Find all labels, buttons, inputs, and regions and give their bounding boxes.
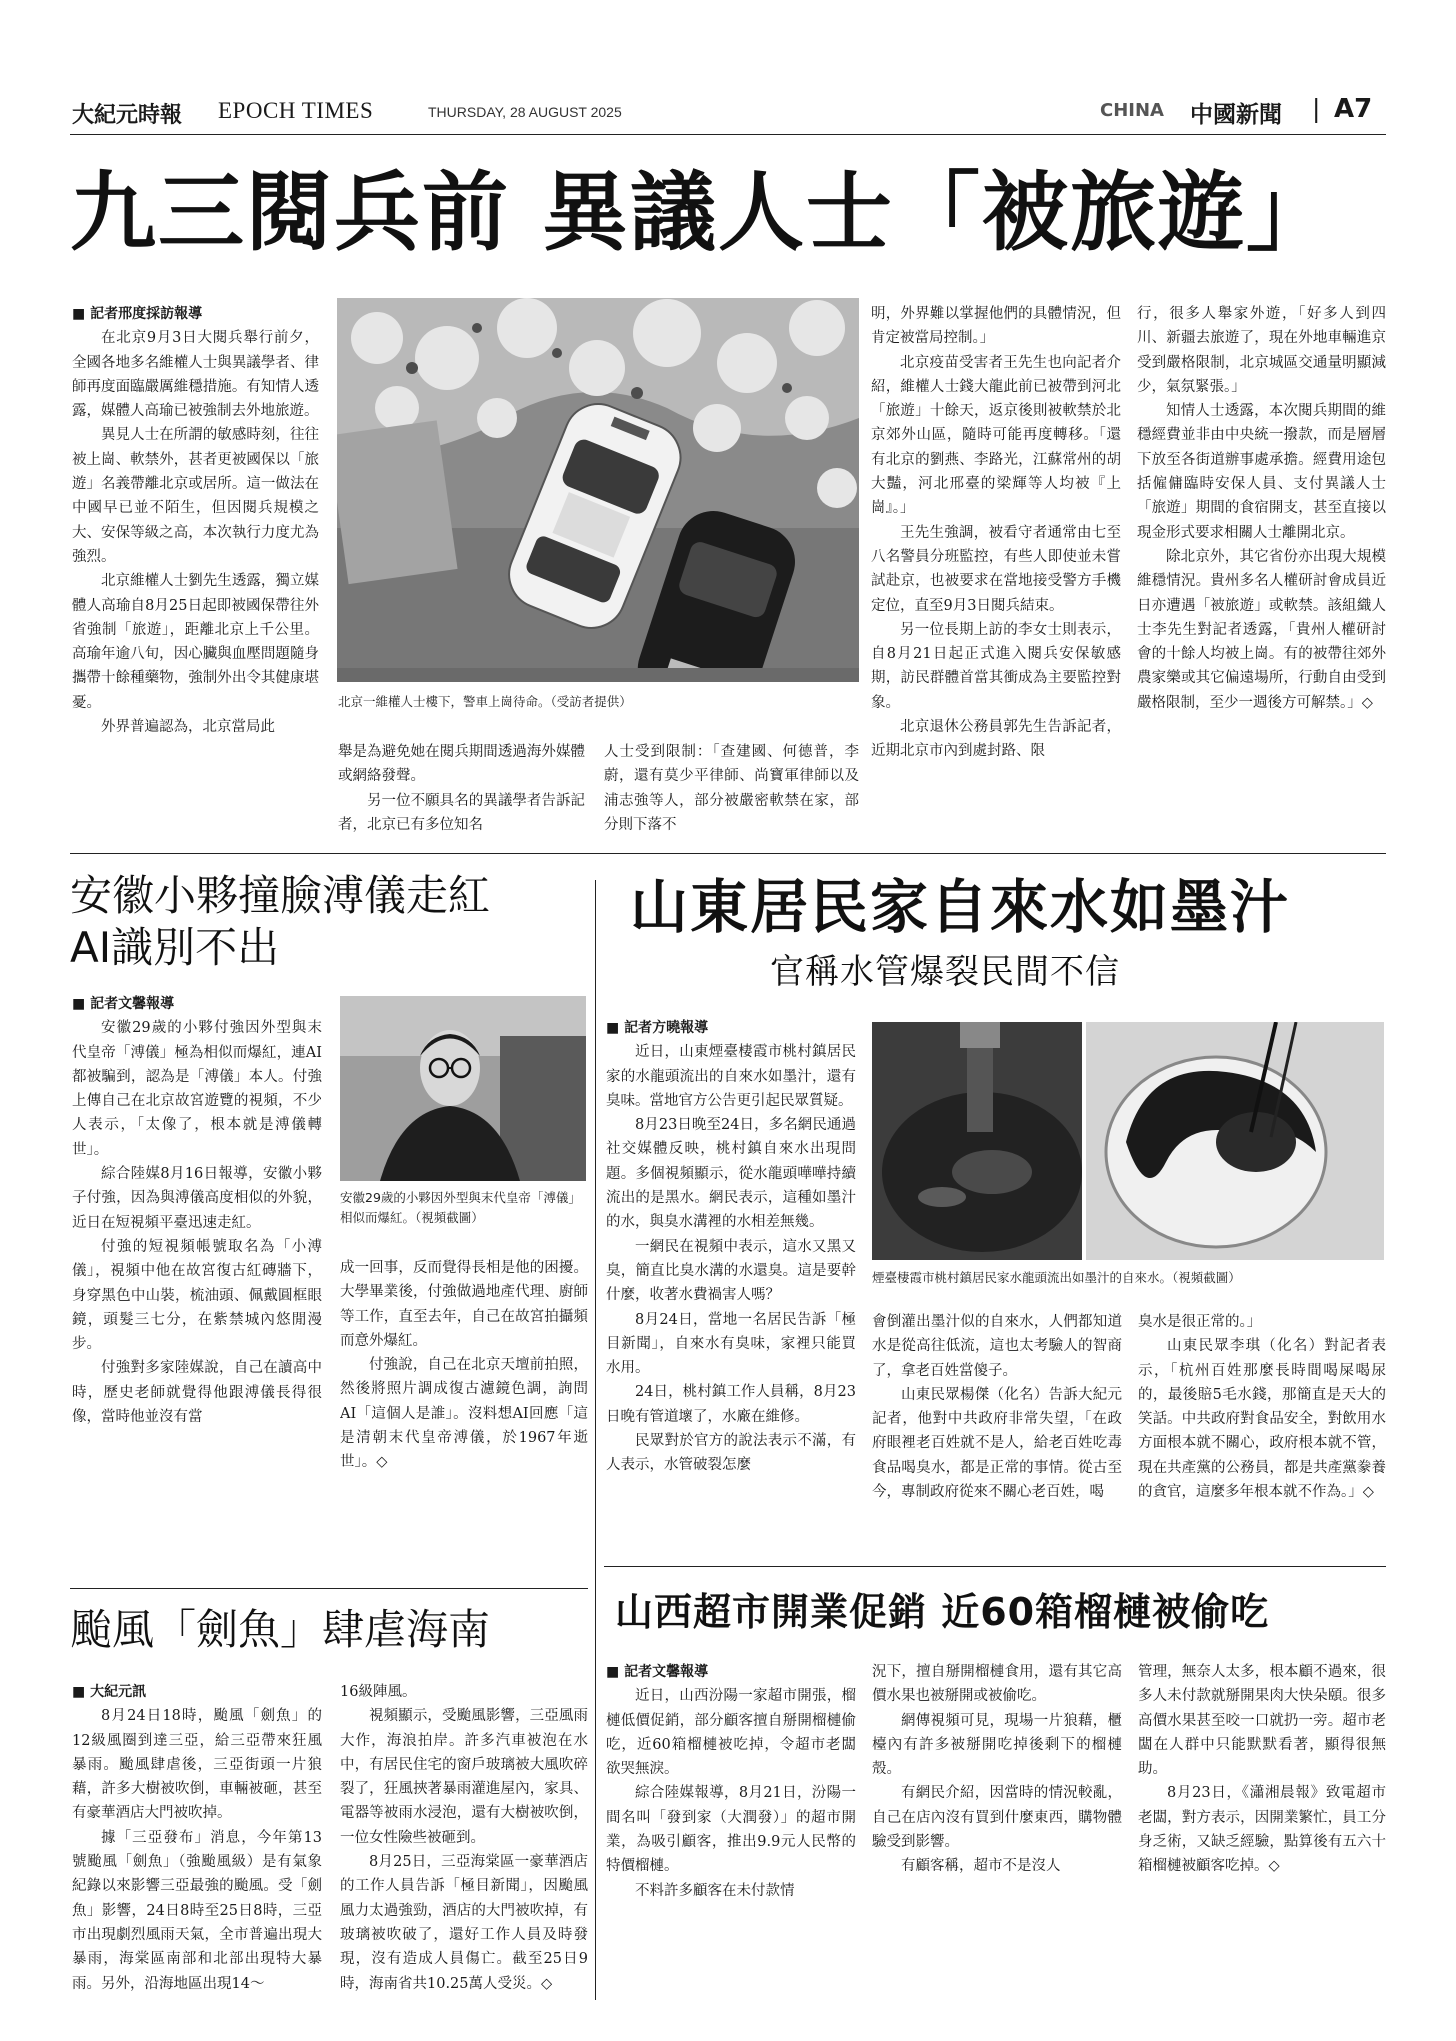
typhoon-column-1: [72, 1680, 322, 2005]
water-subheadline: 官稱水管爆裂民間不信: [770, 952, 1120, 992]
water-headline: 山東居民家自來水如墨汁: [630, 873, 1291, 941]
lead-headline: 九三閱兵前 異議人士「被旅遊」: [70, 162, 1334, 263]
byline: ■ 大紀元訊: [72, 1684, 147, 1700]
black-water-sink-photo: [1086, 1022, 1384, 1260]
water-column-3: [1138, 1310, 1386, 1556]
issue-date: THURSDAY, 28 AUGUST 2025: [428, 104, 622, 120]
lead-photo: [337, 298, 859, 682]
paragraph-continued: 16級陣風。: [340, 1684, 417, 1700]
water-photo-right: [1086, 1022, 1384, 1260]
paragraph: 山東民眾楊傑（化名）告訴大紀元記者，他對中共政府非常失望，「在政府眼裡老百姓就不是人，給老百姓吃毒食品喝臭水，都是正常的事情。從古至今，專制政府從來不關心老百姓，喝: [872, 1386, 1122, 1501]
paragraph: 近日，山東煙臺棲霞市桃村鎮居民家的水龍頭流出的自來水如墨汁，還有臭味。當地官方公告更引起民眾質疑。: [606, 1044, 856, 1109]
paragraph: 北京維權人士劉先生透露，獨立媒體人高瑜自8月25日起即被國保帶往外省強制「旅遊」，距離北京上千公里。高瑜年逾八旬，因心臟與血壓問題隨身攜帶十餘種藥物，強制外出令其健康堪憂。: [72, 573, 319, 711]
paragraph: 安徽29歲的小夥付強因外型與末代皇帝「溥儀」極為相似而爆紅，連AI都被騙到，認為是「溥儀」本人。付強上傳自己在北京故宮遊覽的視頻，不少人表示，「太像了，根本就是溥儀轉世」。: [72, 1020, 322, 1158]
byline: ■ 記者方曉報導: [606, 1020, 709, 1036]
paragraph: 有顧客稱，超市不是沒人: [901, 1858, 1061, 1875]
black-tap-water-photo: [872, 1022, 1082, 1260]
water-bottom-rule: [604, 1566, 1386, 1567]
paragraph: 視頻顯示，受颱風影響，三亞風雨大作，海浪拍岸。許多汽車被泡在水中，有居民住宅的窗戶玻璃被大風吹碎裂了，狂風挾著暴雨灌進屋內，家具、電器等被雨水浸泡，還有大樹被吹倒，一位女性險些被砸到。: [340, 1708, 588, 1846]
paragraph-continued: 況下，擅自掰開榴槤食用，還有其它高價水果也被掰開或被偷吃。: [872, 1664, 1122, 1705]
column-divider-vertical: [595, 880, 596, 2000]
paragraph-continued: 成一回事，反而覺得長相是他的困擾。大學畢業後，付強做過地產代理、廚師等工作，直至去年，自己在故宮拍攝頻而意外爆紅。: [340, 1260, 588, 1349]
paragraph: 24日，桃村鎮工作人員稱，8月23日晚有管道壞了，水廠在維修。: [606, 1384, 856, 1425]
durian-column-2: [872, 1660, 1122, 2005]
byline: ■ 記者邢度採訪報導: [72, 306, 203, 322]
masthead-rule: [70, 134, 1386, 135]
byline: ■ 記者文馨報導: [72, 996, 175, 1012]
paragraph: 北京退休公務員郭先生告訴記者，近期北京市內到處封路、限: [871, 719, 1121, 760]
section-label-english: CHINA: [1100, 100, 1164, 121]
paragraph: 山東民眾李琪（化名）對記者表示，「杭州百姓那麼長時間喝屎喝尿的，最後賠5毛水錢，那簡直是天大的笑話。中共政府對食品安全，對飲用水方面根本就不關心，政府根本就不管，現在共產黨的公務員，都是共產黨豢養的貪官，這麼多年根本就不作為。」◇: [1138, 1338, 1386, 1501]
durian-column-3: [1138, 1660, 1386, 2005]
water-photo-left: [872, 1022, 1082, 1260]
durian-headline: 山西超市開業促銷 近60箱榴槤被偷吃: [615, 1590, 1270, 1634]
paragraph: 付強對多家陸媒說，自己在讀高中時，歷史老師就覺得他跟溥儀長得很像，當時他並沒有當: [72, 1360, 322, 1426]
section-divider: |: [1312, 94, 1321, 123]
paragraph: 付強的短視頻帳號取名為「小溥儀」，視頻中他在故宮復古紅磚牆下，身穿黑色中山裝，梳油頭、佩戴圓框眼鏡，頭髮三七分，在紫禁城內悠閒漫步。: [72, 1238, 322, 1353]
paper-name-chinese: 大紀元時報: [72, 102, 183, 128]
paragraph: 知情人士透露，本次閱兵期間的維穩經費並非由中央統一撥款，而是層層下放至各街道辦事處承擔。經費用途包括僱傭臨時安保人員、支付異議人士「旅遊」期間的食宿開支，甚至直接以現金形式要求相關人士離開北京。: [1137, 403, 1386, 541]
water-photo-caption: 煙臺棲霞市桃村鎮居民家水龍頭流出如墨汁的自來水。（視頻截圖）: [872, 1270, 1241, 1285]
lead-column-4: [871, 302, 1121, 842]
puyi-column-1: [72, 992, 322, 1582]
lead-column-2: [338, 740, 585, 840]
puyi-headline-line-1: 安徽小夥撞臉溥儀走紅: [70, 871, 491, 920]
lead-column-5: [1137, 302, 1386, 842]
paragraph-continued: 舉是為避免她在閱兵期間透過海外媒體或網絡發聲。: [338, 744, 585, 785]
typhoon-headline: 颱風「劍魚」肆虐海南: [70, 1605, 491, 1654]
puyi-photo: [340, 996, 586, 1181]
paragraph-continued: 臭水是很正常的。」: [1138, 1314, 1262, 1330]
byline: ■ 記者文馨報導: [606, 1664, 709, 1680]
paragraph: 民眾對於官方的說法表示不滿，有人表示，水管破裂怎麼: [606, 1433, 856, 1474]
paragraph: 在北京9月3日大閱兵舉行前夕，全國各地多名維權人士與異議學者、律師再度面臨嚴厲維穩措施。有知情人透露，媒體人高瑜已被強制去外地旅遊。: [72, 330, 319, 420]
water-column-2: [872, 1310, 1122, 1556]
durian-column-1: [606, 1660, 856, 2005]
paragraph: 綜合陸媒8月16日報導，安徽小夥子付強，因為與溥儀高度相似的外貌，近日在短視頻平臺迅速走紅。: [72, 1166, 322, 1231]
paragraph-continued: 會倒灌出墨汁似的自來水，人們都知道水是從高往低流，這也太考驗人的智商了，拿老百姓當傻子。: [872, 1314, 1122, 1379]
paragraph-continued: 行，很多人舉家外遊，「好多人到四川、新疆去旅遊了，現在外地車輛進京受到嚴格限制，北京城區交通量明顯減少，氣氛緊張。」: [1137, 306, 1386, 395]
lead-column-1: [72, 302, 319, 842]
water-column-1: [606, 1016, 856, 1556]
paragraph: 不料許多顧客在未付款情: [635, 1882, 795, 1899]
puyi-lookalike-photo: [340, 996, 586, 1181]
paragraph: 據「三亞發布」消息，今年第13號颱風「劍魚」（強颱風級）是有氣象紀錄以來影響三亞最強的颱風。受「劍魚」影響，24日8時至25日8時，三亞市出現劇烈風雨天氣，全市普遍出現大暴雨，海棠區南部和北部出現特大暴雨。另外，沿海地區出現14～: [72, 1829, 322, 1992]
lead-bottom-rule: [70, 853, 1386, 854]
paragraph-continued: 人士受到限制：「查建國、何德普，李蔚，還有莫少平律師、尚寶軍律師以及浦志強等人，部分被嚴密軟禁在家，部分則下落不: [604, 744, 859, 833]
paragraph: 8月23日晚至24日，多名網民通過社交媒體反映，桃村鎮自來水出現問題。多個視頻顯示，從水龍頭嘩嘩持續流出的是黑水。網民表示，這種如墨汁的水，與臭水溝裡的水相差無幾。: [606, 1117, 856, 1231]
paragraph: 另一位長期上訪的李女士則表示，自8月21日起正式進入閱兵安保敏感期，訪民群體首當其衝成為主要監控對象。: [871, 621, 1121, 711]
paragraph: 近日，山西汾陽一家超市開張，榴槤低價促銷，部分顧客擅自掰開榴槤偷吃，近60箱榴槤被吃掉，令超市老闆欲哭無淚。: [606, 1688, 856, 1778]
paragraph: 異見人士在所謂的敏感時刻，往往被上崗、軟禁外，甚者更被國保以「旅遊」名義帶離北京或居所。這一做法在中國早已並不陌生，但因閱兵規模之大、安保等級之高，本次執行力度尤為強烈。: [72, 427, 319, 565]
paragraph: 有網民介紹，因當時的情況較亂，自己在店內沒有買到什麼東西，購物體驗受到影響。: [872, 1785, 1122, 1851]
section-label-chinese: 中國新聞: [1190, 102, 1282, 128]
puyi-bottom-rule: [70, 1588, 588, 1589]
paragraph: 8月24日，當地一名居民告訴「極目新聞」，自來水有臭味，家裡只能買水用。: [606, 1311, 856, 1377]
paragraph: 一網民在視頻中表示，這水又黑又臭，簡直比臭水溝的水還臭。這是要幹什麼，收著水費禍害人嗎？: [606, 1238, 856, 1304]
puyi-column-2: [340, 1256, 588, 1582]
paragraph-continued: 明，外界難以掌握他們的具體情況，但肯定被當局控制。」: [871, 306, 1121, 347]
paragraph: 另一位不願具名的異議學者告訴記者，北京已有多位知名: [338, 792, 585, 833]
paragraph: 綜合陸媒報導，8月21日，汾陽一間名叫「發到家（大潤發）」的超市開業，為吸引顧客，推出9.9元人民幣的特價榴槤。: [606, 1785, 856, 1875]
puyi-photo-caption: 安徽29歲的小夥因外型與末代皇帝「溥儀」相似而爆紅。（視頻截圖）: [340, 1190, 581, 1225]
paragraph: 外界普遍認為，北京當局此: [101, 719, 275, 736]
paragraph: 王先生強調，被看守者通常由七至八名警員分班監控，有些人即使並未嘗試赴京，也被要求在當地接受警方手機定位，直至9月3日閱兵結束。: [871, 524, 1121, 614]
paragraph: 網傳視頻可見，現場一片狼藉，櫃檯內有許多被掰開吃掉後剩下的榴槤殼。: [872, 1712, 1122, 1778]
paragraph: 8月23日，《瀟湘晨報》致電超市老闆，對方表示，因開業繁忙，員工分身乏術，又缺乏經驗，點算後有五六十箱榴槤被顧客吃掉。◇: [1138, 1785, 1386, 1875]
puyi-headline-line-2: AI識別不出: [70, 923, 280, 972]
lead-column-3: [604, 740, 859, 840]
paragraph-continued: 管理，無奈人太多，根本顧不過來，很多人未付款就掰開果肉大快朵頤。很多高價水果甚至咬一口就扔一旁。超市老闆在人群中只能默默看著，顯得很無助。: [1138, 1664, 1386, 1778]
paragraph: 付強說，自己在北京天壇前拍照，然後將照片調成復古濾鏡色調，詢問AI「這個人是誰」。沒料想AI回應「這是清朝末代皇帝溥儀，於1967年逝世」。◇: [340, 1357, 588, 1471]
page-number: A7: [1334, 94, 1373, 124]
paper-name-english: EPOCH TIMES: [218, 98, 374, 123]
paragraph: 北京疫苗受害者王先生也向記者介紹，維權人士錢大龍此前已被帶到河北「旅遊」十餘天，返京後則被軟禁於北京郊外山區，隨時可能再度轉移。「還有北京的劉燕、李路光，江蘇常州的胡大豔，河北邢臺的梁輝等人均被『上崗』。」: [871, 354, 1121, 517]
police-car-photo: [337, 298, 859, 682]
paragraph: 除北京外，其它省份亦出現大規模維穩情況。貴州多名人權研討會成員近日亦遭遇「被旅遊」或軟禁。該組織人士李先生對記者透露，「貴州人權研討會的十餘人均被上崗。有的被帶往郊外農家樂或其它偏遠場所，行動自由受到嚴格限制，至少一週後方可解禁。」◇: [1137, 548, 1386, 711]
lead-photo-caption: 北京一維權人士樓下，警車上崗待命。（受訪者提供）: [338, 694, 632, 709]
paragraph: 8月24日18時，颱風「劍魚」的12級風圈到達三亞，給三亞帶來狂風暴雨。颱風肆虐後，三亞街頭一片狼藉，許多大樹被吹倒，車輛被砸，甚至有豪華酒店大門被吹掉。: [72, 1708, 322, 1822]
paragraph: 8月25日，三亞海棠區一豪華酒店的工作人員告訴「極目新聞」，因颱風風力太過強勁，酒店的大門被吹掉，有玻璃被吹破了，還好工作人員及時發現，沒有造成人員傷亡。截至25日9時，海南省共10.25萬人受災。◇: [340, 1854, 588, 1992]
masthead: [70, 92, 1386, 132]
typhoon-column-2: [340, 1680, 588, 2005]
